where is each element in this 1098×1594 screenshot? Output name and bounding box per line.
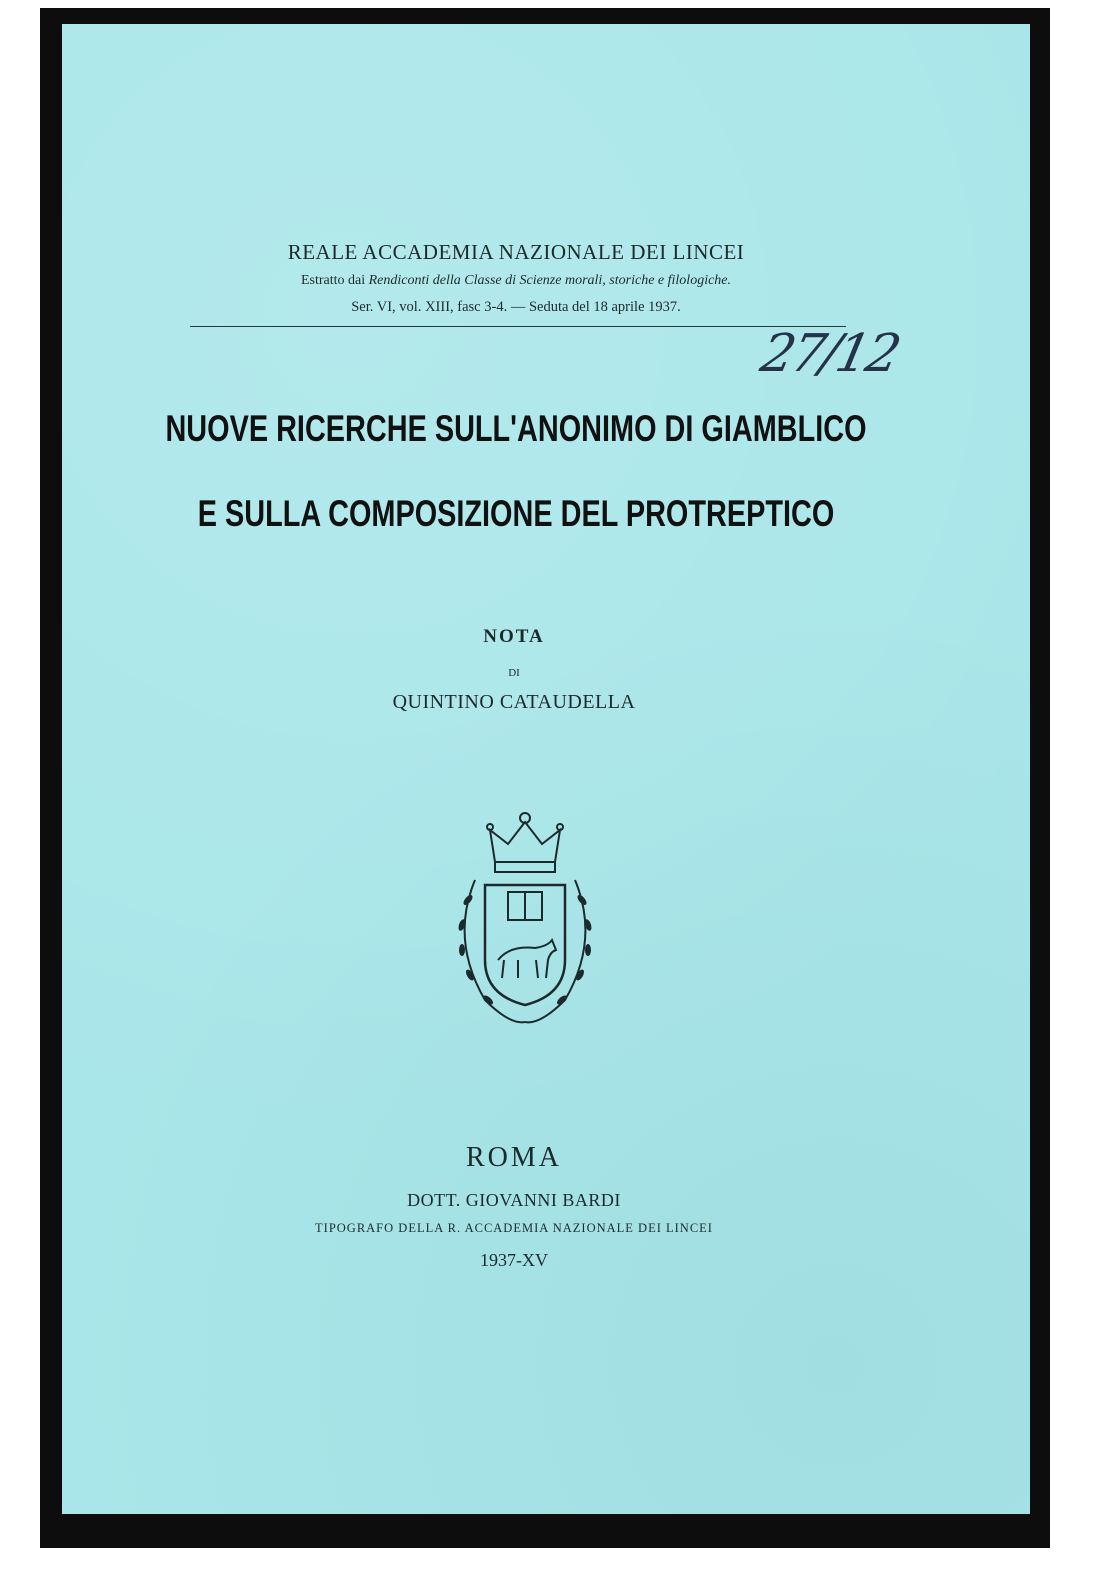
cover-page <box>62 24 1030 1514</box>
imprint-printer: DOTT. GIOVANNI BARDI <box>407 1190 621 1210</box>
academy-name: REALE ACCADEMIA NAZIONALE DEI LINCEI <box>287 240 745 264</box>
imprint-printer-role: TIPOGRAFO DELLA R. ACCADEMIA NAZIONALE DEI LINCEI <box>315 1221 713 1235</box>
extract-source: Rendiconti della Classe di Scienze morali, storiche e filologiche. <box>368 273 732 288</box>
wolf-icon <box>498 940 556 978</box>
imprint-city: ROMA <box>465 1142 562 1173</box>
title-line-1: NUOVE RICERCHE SULL'ANONIMO DI GIAMBLICO <box>165 408 867 449</box>
crest-emblem-icon <box>440 800 610 1030</box>
header-rule <box>190 326 846 327</box>
di-label: DI <box>508 667 520 679</box>
series-line: Ser. VI, vol. XIII, fasc 3-4. — Seduta del 18 aprile 1937. <box>351 299 681 315</box>
author-name: QUINTINO CATAUDELLA <box>392 691 636 713</box>
handwritten-note: 27/12 <box>755 324 904 384</box>
nota-label: NOTA <box>483 626 545 647</box>
crown-icon <box>490 822 560 862</box>
imprint-year: 1937-XV <box>480 1250 548 1270</box>
title-line-2: E SULLA COMPOSIZIONE DEL PROTREPTICO <box>197 493 835 534</box>
extract-line <box>32 273 1000 289</box>
extract-prefix: Estratto dai <box>300 273 366 288</box>
